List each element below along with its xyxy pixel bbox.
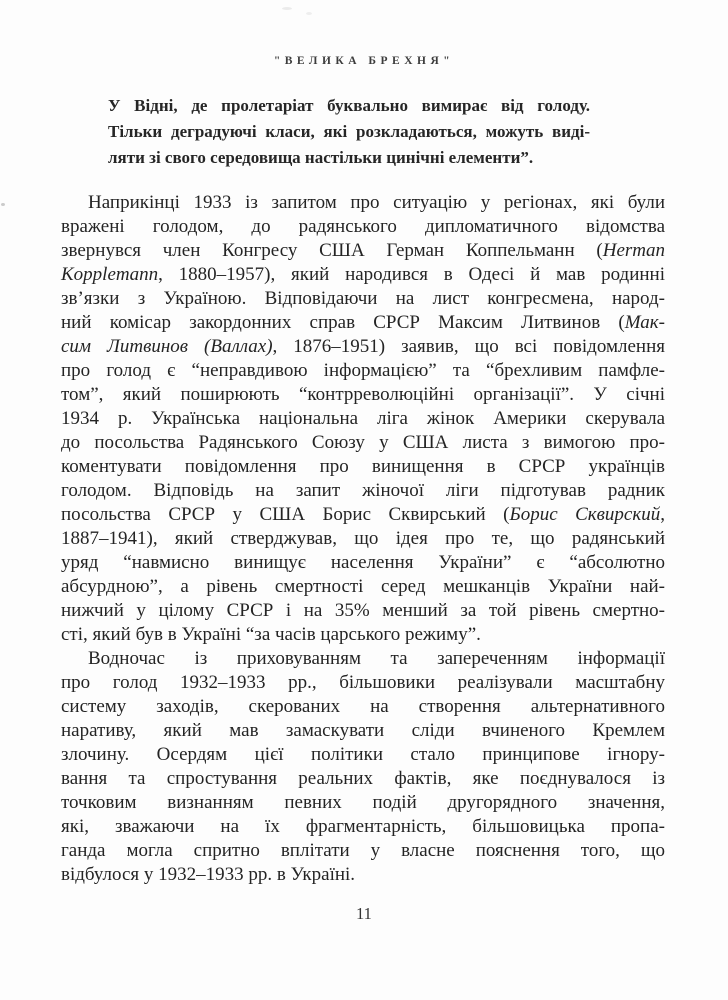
text-line: Тільки деградуючі класи, які розкладаються, можуть виді- <box>108 122 590 141</box>
text-line: систему заходів, скерованих на створення альтернативного <box>61 696 665 717</box>
text-line: зв’язки з Україною. Відповідаючи на лист конгресмена, народ- <box>61 288 665 309</box>
text-line: Наприкінці 1933 із запитом про ситуацію у регіонах, які були <box>88 192 665 213</box>
text-line: які, зважаючи на їх фрагментарність, більшовицька пропа- <box>61 816 665 837</box>
epigraph <box>108 93 590 171</box>
text-line: точковим визнанням певних подій другорядного значення, <box>61 792 665 813</box>
text-line: голодом. Відповідь на запит жіночої ліги підготував радник <box>61 480 665 501</box>
text-line: відбулося у 1932–1933 рр. в Україні. <box>61 864 356 885</box>
text-line: Водночас із приховуванням та запереченням інформації <box>88 648 665 669</box>
text-line: про голод є “неправдивою інформацією” та “брехливим памфле- <box>61 360 665 381</box>
text-line: Kopplemann, 1880–1957), який народився в Одесі й мав родинні <box>61 264 665 285</box>
text-line: абсурдною”, а рівень смертності серед мешканців України най- <box>61 576 665 597</box>
running-header: "ВЕЛИКА БРЕХНЯ" <box>273 55 455 67</box>
text-line: вання та спростування реальних фактів, яке поєднувалося із <box>61 768 665 789</box>
text-line: 1934 р. Українська національна ліга жінок Америки скерувала <box>61 408 665 429</box>
text-line: про голод 1932–1933 рр., більшовики реалізували масштабну <box>61 672 665 693</box>
text-line: коментувати повідомлення про винищення в СРСР українців <box>61 456 665 477</box>
body-text <box>61 191 665 887</box>
text-line: ганда могла спритно вплітати у власне пояснення того, що <box>61 840 665 861</box>
text-line: посольства СРСР у США Борис Сквирський (Борис Сквирский, <box>61 504 665 525</box>
text-line: том”, який поширюють “контрреволюційні організації”. У січні <box>61 384 665 405</box>
text-line: ляти зі свого середовища настільки цинічні елементи”. <box>108 148 534 167</box>
text-line: нижчий у цілому СРСР і на 35% менший за той рівень смертно- <box>61 600 665 621</box>
text-line: звернувся член Конгресу США Герман Коппельманн (Herman <box>61 240 665 261</box>
text-line: вражені голодом, до радянського дипломатичного відомства <box>61 216 665 237</box>
text-line: злочину. Осердям цієї політики стало принципове ігнору- <box>61 744 665 765</box>
text-line: сті, який був в Україні “за часів царського режиму”. <box>61 624 481 645</box>
scan-artifact <box>282 7 292 10</box>
scan-artifact <box>306 12 312 15</box>
text-line: до посольства Радянського Союзу у США листа з вимогою про- <box>61 432 665 453</box>
page-number: 11 <box>356 904 372 923</box>
text-line: ний комісар закордонних справ СРСР Максим Литвинов (Мак- <box>61 312 665 333</box>
text-line: наративу, який мав замаскувати сліди вчиненого Кремлем <box>61 720 665 741</box>
text-line: У Відні, де пролетаріат буквально вимирає від голоду. <box>108 96 590 115</box>
text-line: сим Литвинов (Валлах), 1876–1951) заявив, що всі повідомлення <box>61 336 665 357</box>
text-line: 1887–1941), який стверджував, що ідея про те, що радянський <box>61 528 665 549</box>
scan-artifact <box>1 203 5 206</box>
text-line: уряд “навмисно винищує населення України” є “абсолютно <box>61 552 665 573</box>
